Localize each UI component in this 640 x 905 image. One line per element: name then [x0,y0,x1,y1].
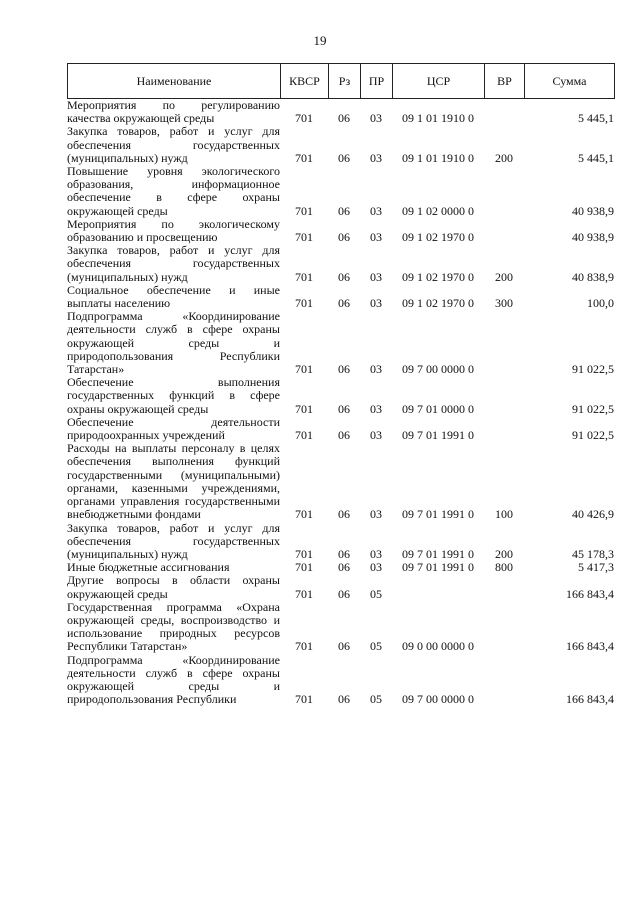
row-vr: 800 [495,560,513,575]
row-name: Подпрограмма «Координирование деятельности служб в сфере охраны окружающей среды и природопользования Республики Татарстан» [67,309,280,377]
table-body [67,99,614,706]
row-kvsr: 701 [295,203,313,218]
row-name: Закупка товаров, работ и услуг для обеспечения государственных (муниципальных) нужд [67,520,280,561]
row-csr: 09 7 00 0000 0 [402,692,474,707]
row-rz: 06 [338,428,350,443]
row-pr: 03 [370,203,382,218]
row-kvsr: 701 [295,560,313,575]
row-kvsr: 701 [295,296,313,311]
row-rz: 06 [338,586,350,601]
table-row [67,574,614,600]
table-row [67,310,614,376]
row-name: Обеспечение выполнения государственных функций в сфере охраны окружающей среды [67,375,280,416]
row-csr: 09 1 01 1910 0 [402,150,474,165]
row-pr: 03 [370,150,382,165]
header-kvsr: КВСР [281,64,329,99]
row-pr: 05 [370,692,382,707]
row-vr: 200 [495,546,513,561]
header-vr: ВР [485,64,525,99]
table-row [67,654,614,707]
row-kvsr: 701 [295,692,313,707]
row-name: Мероприятия по регулированию качества окружающей среды [67,98,280,126]
row-pr: 03 [370,269,382,284]
row-kvsr: 701 [295,428,313,443]
table-row [67,165,614,218]
row-sum: 5 445,1 [578,150,614,165]
row-rz: 06 [338,639,350,654]
row-csr: 09 7 01 1991 0 [402,428,474,443]
table-row [67,376,614,416]
row-kvsr: 701 [295,111,313,126]
row-kvsr: 701 [295,150,313,165]
table-row [67,244,614,284]
row-name: Мероприятия по экологическому образованию и просвещению [67,216,280,245]
row-rz: 06 [338,362,350,377]
row-vr: 200 [495,269,513,284]
row-rz: 06 [338,111,350,126]
row-sum: 5 445,1 [578,111,614,126]
row-name: Обеспечение деятельности природоохранных учреждений [67,414,280,443]
row-pr: 03 [370,560,382,575]
row-csr: 09 1 02 0000 0 [402,203,474,218]
row-rz: 06 [338,230,350,245]
table-row [67,522,614,562]
header-pr: ПР [361,64,393,99]
row-name: Другие вопросы в области охраны окружающей среды [67,573,280,601]
header-rz: Рз [329,64,361,99]
row-pr: 05 [370,586,382,601]
row-rz: 06 [338,560,350,575]
row-vr: 200 [495,150,513,165]
row-pr: 05 [370,639,382,654]
table-row [67,218,614,244]
row-csr: 09 7 01 1991 0 [402,560,474,575]
row-sum: 91 022,5 [572,362,614,377]
row-name: Государственная программа «Охрана окружающей среды, воспроизводство и использование природных ресурсов Республики Татарстан» [67,599,280,654]
row-name: Иные бюджетные ассигнования [67,560,230,575]
row-pr: 03 [370,507,382,522]
row-pr: 03 [370,111,382,126]
row-name: Подпрограмма «Координирование деятельности служб в сфере охраны окружающей среды и природопользования Республики [67,652,280,707]
table-row [67,416,614,442]
row-rz: 06 [338,692,350,707]
row-kvsr: 701 [295,401,313,416]
row-csr: 09 1 02 1970 0 [402,230,474,245]
row-rz: 06 [338,546,350,561]
table-header [67,63,615,99]
row-kvsr: 701 [295,230,313,245]
row-csr: 09 7 01 1991 0 [402,546,474,561]
row-sum: 166 843,4 [566,692,614,707]
table-row [67,601,614,654]
header-row [68,64,615,99]
row-pr: 03 [370,362,382,377]
row-pr: 03 [370,296,382,311]
header-csr: ЦСР [393,64,485,99]
row-kvsr: 701 [295,639,313,654]
row-vr: 300 [495,296,513,311]
row-csr: 09 7 01 1991 0 [402,507,474,522]
row-csr: 09 0 00 0000 0 [402,639,474,654]
row-sum: 91 022,5 [572,428,614,443]
row-sum: 45 178,3 [572,546,614,561]
table-row [67,125,614,165]
row-rz: 06 [338,507,350,522]
row-name: Социальное обеспечение и иные выплаты населению [67,282,280,311]
row-rz: 06 [338,269,350,284]
row-sum: 40 938,9 [572,203,614,218]
row-kvsr: 701 [295,269,313,284]
row-rz: 06 [338,296,350,311]
row-sum: 166 843,4 [566,586,614,601]
table-row [67,442,614,521]
row-rz: 06 [338,401,350,416]
row-sum: 100,0 [587,296,614,311]
header-sum: Сумма [525,64,615,99]
table-row [67,284,614,310]
row-name: Закупка товаров, работ и услуг для обеспечения государственных (муниципальных) нужд [67,243,280,284]
row-kvsr: 701 [295,362,313,377]
row-pr: 03 [370,546,382,561]
row-sum: 166 843,4 [566,639,614,654]
row-vr: 100 [495,507,513,522]
row-pr: 03 [370,428,382,443]
row-kvsr: 701 [295,546,313,561]
row-name: Закупка товаров, работ и услуг для обеспечения государственных (муниципальных) нужд [67,124,280,165]
row-pr: 03 [370,230,382,245]
row-csr: 09 7 00 0000 0 [402,362,474,377]
row-csr: 09 1 02 1970 0 [402,296,474,311]
row-sum: 5 417,3 [578,560,614,575]
row-sum: 40 838,9 [572,269,614,284]
table-row [67,99,614,125]
row-rz: 06 [338,203,350,218]
header-name: Наименование [68,64,281,99]
row-csr: 09 1 02 1970 0 [402,269,474,284]
row-kvsr: 701 [295,507,313,522]
row-pr: 03 [370,401,382,416]
page-number: 19 [313,33,327,48]
row-kvsr: 701 [295,586,313,601]
row-sum: 40 426,9 [572,507,614,522]
row-csr: 09 7 01 0000 0 [402,401,474,416]
row-name: Расходы на выплаты персоналу в целях обеспечения выполнения функций государственными (муниципальными) органами, казенными учреждениями, органами управления государственными внебюджетными фондами [67,441,280,522]
row-sum: 91 022,5 [572,401,614,416]
row-sum: 40 938,9 [572,230,614,245]
row-name: Повышение уровня экологического образования, информационное обеспечение в сфере охраны окружающей среды [67,164,280,218]
row-rz: 06 [338,150,350,165]
row-csr: 09 1 01 1910 0 [402,111,474,126]
